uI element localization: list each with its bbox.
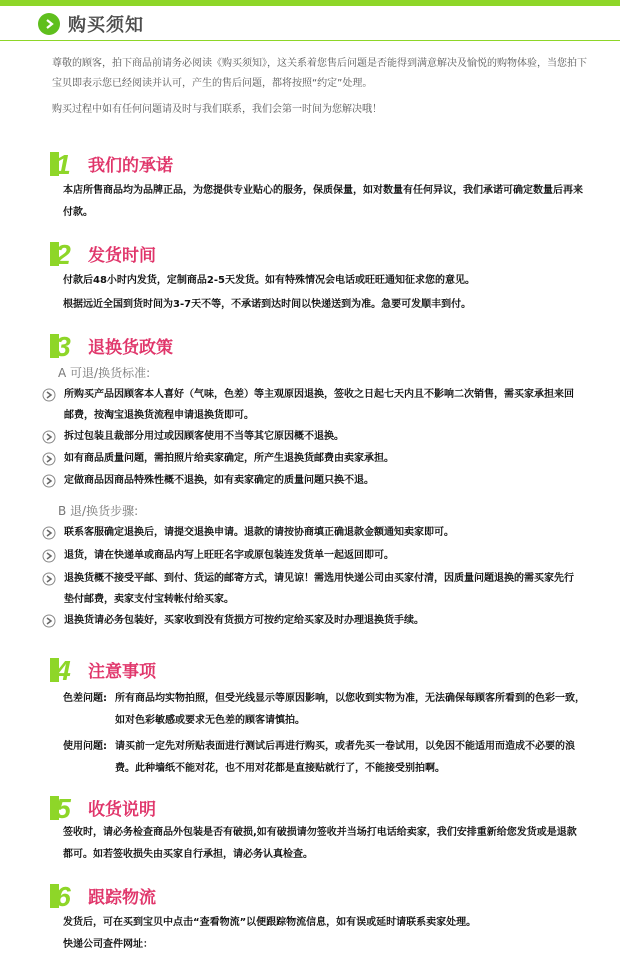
section-6-line-2: 快递公司查件网址： (63, 939, 153, 950)
list-item (42, 448, 582, 469)
list-item-text: 退货，请在快递单或商品内写上旺旺名字或原包装连发货单一起返回即可。 (64, 550, 394, 561)
svg-text:4: 4 (55, 655, 71, 682)
svg-text:1: 1 (55, 149, 71, 176)
note-label: 使用问题: (63, 741, 107, 752)
section-title: 我们的承诺 (88, 156, 173, 176)
circle-arrow-icon (42, 452, 56, 466)
circle-arrow-icon (42, 388, 56, 402)
list-item (42, 545, 582, 566)
section-2-line-2: 根据远近全国到货时间为3-7天不等，不承诺到达时间以快递送到为准。急要可发顺丰到付。 (63, 299, 472, 310)
number-3-icon (50, 330, 76, 358)
section-3-heading (50, 328, 173, 358)
svg-text:2: 2 (55, 239, 71, 266)
circle-arrow-icon (42, 474, 56, 488)
svg-text:5: 5 (55, 793, 71, 820)
number-5-icon (50, 792, 76, 820)
return-steps-heading: B 退/换货步骤: (58, 504, 139, 518)
section-1-heading (50, 146, 173, 176)
number-4-icon (50, 654, 76, 682)
note-text: 请买前一定先对所贴表面进行测试后再进行购买，或者先买一卷试用，以免因不能适用而造成不必要的浪费。此种墙纸不能对花，也不用对花都是直接贴就行了，不能接受别拍啊。 (115, 741, 575, 774)
note-text: 所有商品均实物拍照，但受光线显示等原因影响，以您收到实物为准，无法确保每顾客所看到的色彩一致，如对色彩敏感或要求无色差的顾客请慎拍。 (115, 693, 585, 726)
list-item (42, 568, 582, 610)
circle-arrow-icon (42, 572, 56, 586)
circle-arrow-icon (42, 549, 56, 563)
page-title: 购买须知 (68, 15, 144, 36)
divider (0, 40, 620, 41)
list-item-text: 如有商品质量问题，需拍照片给卖家确定，所产生退换货邮费由卖家承担。 (64, 453, 394, 464)
section-6-line-1: 发货后，可在买到宝贝中点击“查看物流”以便跟踪物流信息，如有误或延时请联系卖家处理。 (63, 917, 477, 928)
circle-arrow-icon (42, 526, 56, 540)
section-title: 跟踪物流 (88, 888, 156, 908)
page-header (38, 10, 144, 38)
section-title: 注意事项 (88, 662, 156, 682)
section-6-heading (50, 878, 156, 908)
chevron-right-icon (38, 13, 60, 35)
circle-arrow-icon (42, 614, 56, 628)
svg-text:6: 6 (55, 881, 71, 908)
section-title: 发货时间 (88, 246, 156, 266)
list-item-text: 定做商品因商品特殊性概不退换，如有卖家确定的质量问题只换不退。 (64, 475, 374, 486)
number-1-icon (50, 148, 76, 176)
section-5-heading (50, 790, 156, 820)
intro-contact: 购买过程中如有任何问题请及时与我们联系，我们会第一时间为您解决哦！ (52, 104, 382, 115)
note-row-color (63, 688, 588, 732)
circle-arrow-icon (42, 430, 56, 444)
list-item (42, 470, 582, 491)
list-item-text: 联系客服确定退换后，请提交退换申请。退款的请按协商填正确退款金额通知卖家即可。 (64, 527, 454, 538)
svg-text:3: 3 (55, 331, 71, 358)
section-2-line-1: 付款后48小时内发货，定制商品2-5天发货。如有特殊情况会电话或旺旺通知征求您的意见。 (63, 275, 475, 286)
section-1-text: 本店所售商品均为品牌正品，为您提供专业贴心的服务，保质保量，如对数量有任何异议，我们承诺可确定数量后再来付款。 (63, 185, 583, 218)
top-accent-bar (0, 0, 620, 6)
note-row-usage (63, 736, 588, 780)
number-2-icon (50, 238, 76, 266)
return-criteria-heading: A 可退/换货标准: (58, 366, 151, 380)
list-item-text: 所购买产品因顾客本人喜好（气味，色差）等主观原因退换，签收之日起七天内且不影响二次销售，需买家承担来回邮费，按淘宝退换货流程申请退换货即可。 (64, 389, 574, 421)
section-title: 退换货政策 (88, 338, 173, 358)
list-item-text: 退换货请必务包装好，买家收到没有货损方可按约定给买家及时办理退换货手续。 (64, 615, 424, 626)
intro-notice: 尊敬的顾客，拍下商品前请务必阅读《购买须知》，这关系着您售后问题是否能得到满意解决及愉悦的购物体验，当您拍下宝贝即表示您已经阅读并认可，产生的售后问题，都将按照“约定”处理。 (52, 58, 587, 89)
section-title: 收货说明 (88, 800, 156, 820)
note-label: 色差问题: (63, 693, 107, 704)
section-4-heading (50, 652, 156, 682)
list-item-text: 退换货概不接受平邮、到付、货运的邮寄方式，请见谅！需选用快递公司由买家付清，因质量问题退换的需买家先行垫付邮费，卖家支付宝转帐付给买家。 (64, 573, 574, 605)
list-item (42, 384, 582, 426)
number-6-icon (50, 880, 76, 908)
section-5-text: 签收时，请必务检查商品外包装是否有破损,如有破损请勿签收并当场打电话给卖家，我们安排重新给您发货或是退款都可。如若签收损失由买家自行承担，请必务认真检查。 (63, 827, 577, 860)
list-item (42, 522, 582, 543)
section-2-heading (50, 236, 156, 266)
list-item (42, 610, 582, 631)
list-item-text: 拆过包装且裁部分用过或因顾客使用不当等其它原因概不退换。 (64, 431, 344, 442)
list-item (42, 426, 582, 447)
